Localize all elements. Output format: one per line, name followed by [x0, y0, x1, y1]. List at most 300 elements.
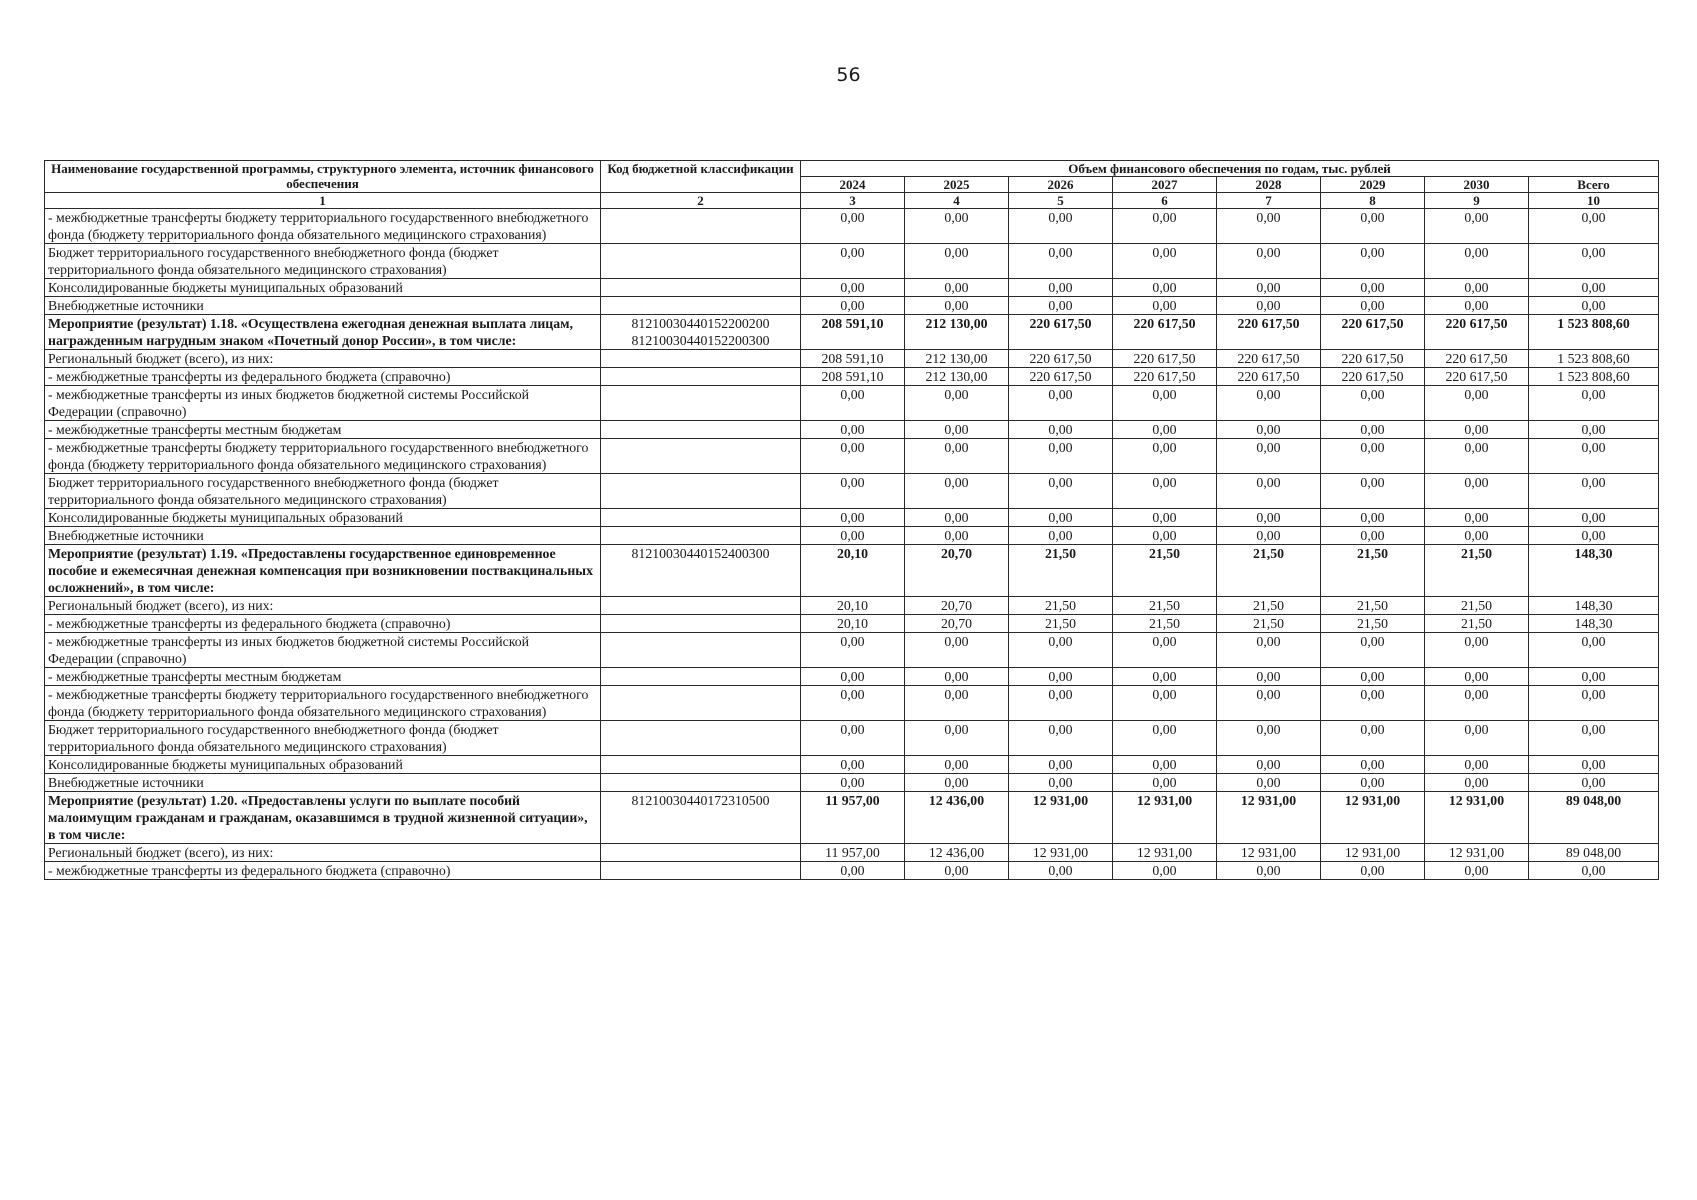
row-value: 220 617,50: [1009, 368, 1113, 386]
row-code: 81210030440172310500: [601, 792, 801, 844]
row-value: 0,00: [1113, 297, 1217, 315]
row-name: Региональный бюджет (всего), из них:: [45, 350, 601, 368]
row-value: 220 617,50: [1425, 368, 1529, 386]
row-code: [601, 368, 801, 386]
column-number: 3: [801, 193, 905, 209]
row-code: [601, 686, 801, 721]
row-name: - межбюджетные трансферты бюджету территориального государственного внебюджетного фонда (бюджету территориального фонда обязательного медицинского страхования): [45, 209, 601, 244]
row-name: - межбюджетные трансферты местным бюджетам: [45, 421, 601, 439]
row-value: 11 957,00: [801, 844, 905, 862]
row-value: 0,00: [1425, 862, 1529, 880]
row-value: 0,00: [1321, 686, 1425, 721]
row-name: Внебюджетные источники: [45, 774, 601, 792]
row-value: 0,00: [905, 509, 1009, 527]
row-code: [601, 297, 801, 315]
table-row: [45, 686, 1659, 721]
row-value: 0,00: [1321, 244, 1425, 279]
row-value: 0,00: [1009, 756, 1113, 774]
row-value: 12 931,00: [1321, 844, 1425, 862]
row-value: 0,00: [1321, 474, 1425, 509]
table-row-event: [45, 545, 1659, 597]
column-number: 5: [1009, 193, 1113, 209]
row-name: Мероприятие (результат) 1.18. «Осуществлена ежегодная денежная выплата лицам, награжденным нагрудным знаком «Почетный донор России», в том числе:: [45, 315, 601, 350]
row-value: 21,50: [1321, 545, 1425, 597]
row-value: 0,00: [1321, 279, 1425, 297]
row-value: 208 591,10: [801, 368, 905, 386]
header-total: Всего: [1529, 177, 1659, 193]
row-value: 0,00: [801, 474, 905, 509]
row-code: [601, 474, 801, 509]
row-value: 0,00: [1425, 386, 1529, 421]
row-value: 220 617,50: [1425, 315, 1529, 350]
row-value: 20,70: [905, 597, 1009, 615]
row-value: 0,00: [1217, 633, 1321, 668]
row-name: Внебюджетные источники: [45, 527, 601, 545]
row-value: 21,50: [1321, 615, 1425, 633]
header-year: 2028: [1217, 177, 1321, 193]
row-value: 21,50: [1009, 597, 1113, 615]
row-value: 20,10: [801, 597, 905, 615]
row-value: 0,00: [1321, 862, 1425, 880]
row-total: 148,30: [1529, 597, 1659, 615]
row-value: 0,00: [1217, 774, 1321, 792]
row-value: 12 931,00: [1113, 792, 1217, 844]
row-value: 0,00: [905, 279, 1009, 297]
header-year: 2026: [1009, 177, 1113, 193]
row-value: 0,00: [1113, 421, 1217, 439]
row-value: 0,00: [1321, 209, 1425, 244]
row-value: 12 931,00: [1217, 844, 1321, 862]
row-code: [601, 844, 801, 862]
column-number: 7: [1217, 193, 1321, 209]
row-value: 0,00: [1321, 421, 1425, 439]
row-name: Консолидированные бюджеты муниципальных образований: [45, 279, 601, 297]
row-value: 21,50: [1009, 615, 1113, 633]
row-name: Внебюджетные источники: [45, 297, 601, 315]
table-row: [45, 421, 1659, 439]
row-value: 220 617,50: [1217, 368, 1321, 386]
row-value: 12 931,00: [1425, 844, 1529, 862]
row-value: 0,00: [1009, 474, 1113, 509]
row-code: [601, 774, 801, 792]
row-value: 12 931,00: [1113, 844, 1217, 862]
row-value: 0,00: [1217, 297, 1321, 315]
row-value: 21,50: [1113, 597, 1217, 615]
row-value: 0,00: [1009, 439, 1113, 474]
row-code: [601, 279, 801, 297]
row-value: 0,00: [1217, 439, 1321, 474]
row-value: 0,00: [1217, 279, 1321, 297]
table-row: [45, 668, 1659, 686]
row-value: 212 130,00: [905, 315, 1009, 350]
row-total: 148,30: [1529, 615, 1659, 633]
row-value: 21,50: [1217, 597, 1321, 615]
header-row-1: [45, 161, 1659, 177]
row-total: 1 523 808,60: [1529, 350, 1659, 368]
row-value: 0,00: [801, 862, 905, 880]
row-value: 0,00: [801, 509, 905, 527]
row-value: 0,00: [1425, 297, 1529, 315]
row-value: 0,00: [905, 297, 1009, 315]
row-value: 21,50: [1113, 545, 1217, 597]
row-value: 0,00: [1321, 509, 1425, 527]
row-value: 0,00: [1425, 509, 1529, 527]
table-row: [45, 615, 1659, 633]
header-volume: Объем финансового обеспечения по годам, тыс. рублей: [801, 161, 1659, 177]
row-value: 0,00: [801, 668, 905, 686]
row-value: 0,00: [1321, 756, 1425, 774]
row-name: - межбюджетные трансферты бюджету территориального государственного внебюджетного фонда (бюджету территориального фонда обязательного медицинского страхования): [45, 439, 601, 474]
row-value: 220 617,50: [1113, 368, 1217, 386]
row-total: 0,00: [1529, 421, 1659, 439]
row-name: - межбюджетные трансферты из иных бюджетов бюджетной системы Российской Федерации (справочно): [45, 633, 601, 668]
row-value: 0,00: [1321, 439, 1425, 474]
row-name: - межбюджетные трансферты из федерального бюджета (справочно): [45, 615, 601, 633]
row-name: Мероприятие (результат) 1.19. «Предоставлены государственное единовременное пособие и ежемесячная денежная компенсация при возникновении поствакцинальных осложнений», в том числе:: [45, 545, 601, 597]
row-total: 0,00: [1529, 209, 1659, 244]
row-value: 0,00: [1113, 774, 1217, 792]
table-row: [45, 721, 1659, 756]
row-value: 20,70: [905, 615, 1009, 633]
row-value: 0,00: [1217, 668, 1321, 686]
row-code: [601, 350, 801, 368]
row-value: 0,00: [801, 386, 905, 421]
row-value: 0,00: [1009, 686, 1113, 721]
row-total: 89 048,00: [1529, 844, 1659, 862]
row-value: 0,00: [801, 686, 905, 721]
row-value: 0,00: [1217, 386, 1321, 421]
row-value: 0,00: [1009, 421, 1113, 439]
budget-table: [44, 160, 1659, 880]
column-number: 2: [601, 193, 801, 209]
row-total: 1 523 808,60: [1529, 315, 1659, 350]
row-value: 21,50: [1217, 545, 1321, 597]
row-value: 0,00: [1113, 279, 1217, 297]
row-total: 0,00: [1529, 509, 1659, 527]
row-total: 0,00: [1529, 668, 1659, 686]
row-value: 0,00: [1009, 527, 1113, 545]
row-code: [601, 721, 801, 756]
row-value: 0,00: [1217, 474, 1321, 509]
row-value: 0,00: [1113, 209, 1217, 244]
row-name: Консолидированные бюджеты муниципальных образований: [45, 509, 601, 527]
row-code: [601, 421, 801, 439]
row-value: 0,00: [1113, 527, 1217, 545]
row-total: 0,00: [1529, 279, 1659, 297]
row-total: 0,00: [1529, 527, 1659, 545]
header-year: 2029: [1321, 177, 1425, 193]
row-value: 0,00: [905, 439, 1009, 474]
row-code: [601, 386, 801, 421]
row-value: 0,00: [801, 297, 905, 315]
row-total: 0,00: [1529, 439, 1659, 474]
row-value: 220 617,50: [1321, 368, 1425, 386]
row-value: 0,00: [1113, 633, 1217, 668]
row-value: 0,00: [1009, 774, 1113, 792]
row-total: 1 523 808,60: [1529, 368, 1659, 386]
row-value: 220 617,50: [1113, 315, 1217, 350]
row-value: 0,00: [1113, 721, 1217, 756]
row-value: 220 617,50: [1425, 350, 1529, 368]
row-value: 0,00: [1113, 668, 1217, 686]
row-value: 0,00: [801, 633, 905, 668]
table-row: [45, 244, 1659, 279]
row-value: 0,00: [905, 756, 1009, 774]
row-value: 0,00: [905, 386, 1009, 421]
table-row: [45, 474, 1659, 509]
row-value: 0,00: [1009, 668, 1113, 686]
row-code: [601, 756, 801, 774]
row-value: 0,00: [801, 439, 905, 474]
row-code: [601, 244, 801, 279]
row-code: [601, 668, 801, 686]
row-value: 208 591,10: [801, 315, 905, 350]
row-name: Региональный бюджет (всего), из них:: [45, 844, 601, 862]
row-value: 0,00: [1113, 386, 1217, 421]
row-code: [601, 633, 801, 668]
row-value: 0,00: [1321, 721, 1425, 756]
row-value: 12 931,00: [1009, 792, 1113, 844]
row-value: 0,00: [801, 421, 905, 439]
row-value: 220 617,50: [1321, 350, 1425, 368]
row-value: 0,00: [1217, 509, 1321, 527]
row-value: 0,00: [1113, 862, 1217, 880]
row-value: 0,00: [905, 474, 1009, 509]
column-number: 10: [1529, 193, 1659, 209]
column-number: 8: [1321, 193, 1425, 209]
column-number: 6: [1113, 193, 1217, 209]
row-value: 220 617,50: [1113, 350, 1217, 368]
row-value: 0,00: [1217, 421, 1321, 439]
row-name: Бюджет территориального государственного внебюджетного фонда (бюджет территориального фонда обязательного медицинского страхования): [45, 474, 601, 509]
row-value: 12 931,00: [1217, 792, 1321, 844]
row-value: 0,00: [1113, 509, 1217, 527]
row-value: 0,00: [1425, 774, 1529, 792]
row-value: 0,00: [1425, 721, 1529, 756]
row-total: 0,00: [1529, 297, 1659, 315]
row-name: - межбюджетные трансферты местным бюджетам: [45, 668, 601, 686]
header-year: 2025: [905, 177, 1009, 193]
row-value: 20,10: [801, 615, 905, 633]
row-name: Консолидированные бюджеты муниципальных образований: [45, 756, 601, 774]
row-total: 0,00: [1529, 633, 1659, 668]
header-row-numbers: [45, 193, 1659, 209]
row-value: 21,50: [1113, 615, 1217, 633]
row-code: [601, 597, 801, 615]
table-row: [45, 209, 1659, 244]
row-name: Бюджет территориального государственного внебюджетного фонда (бюджет территориального фонда обязательного медицинского страхования): [45, 721, 601, 756]
row-value: 12 931,00: [1425, 792, 1529, 844]
row-value: 0,00: [1425, 756, 1529, 774]
row-value: 0,00: [801, 527, 905, 545]
row-value: 0,00: [905, 686, 1009, 721]
row-value: 0,00: [905, 527, 1009, 545]
table-header: [45, 161, 1659, 209]
row-value: 0,00: [801, 279, 905, 297]
row-name: - межбюджетные трансферты из федерального бюджета (справочно): [45, 862, 601, 880]
row-value: 12 436,00: [905, 792, 1009, 844]
row-value: 0,00: [1009, 297, 1113, 315]
row-value: 0,00: [1009, 279, 1113, 297]
row-name: - межбюджетные трансферты из федерального бюджета (справочно): [45, 368, 601, 386]
row-total: 0,00: [1529, 686, 1659, 721]
header-name: Наименование государственной программы, структурного элемента, источник финансового обеспечения: [45, 161, 601, 193]
row-value: 220 617,50: [1321, 315, 1425, 350]
row-value: 0,00: [1425, 633, 1529, 668]
row-value: 0,00: [1009, 244, 1113, 279]
row-value: 0,00: [1321, 386, 1425, 421]
row-value: 11 957,00: [801, 792, 905, 844]
row-value: 20,10: [801, 545, 905, 597]
row-value: 21,50: [1425, 615, 1529, 633]
row-value: 0,00: [1113, 244, 1217, 279]
row-value: 0,00: [1113, 756, 1217, 774]
row-value: 0,00: [905, 721, 1009, 756]
row-value: 0,00: [1321, 527, 1425, 545]
row-value: 0,00: [1425, 421, 1529, 439]
row-value: 0,00: [1113, 686, 1217, 721]
row-value: 212 130,00: [905, 350, 1009, 368]
row-value: 0,00: [801, 244, 905, 279]
row-value: 0,00: [1425, 439, 1529, 474]
table-body: [45, 209, 1659, 880]
row-value: 0,00: [1009, 386, 1113, 421]
row-value: 0,00: [1425, 686, 1529, 721]
table-row: [45, 509, 1659, 527]
row-code: [601, 615, 801, 633]
header-year: 2027: [1113, 177, 1217, 193]
column-number: 9: [1425, 193, 1529, 209]
row-value: 220 617,50: [1217, 350, 1321, 368]
column-number: 4: [905, 193, 1009, 209]
row-value: 0,00: [1009, 862, 1113, 880]
header-code: Код бюджетной классификации: [601, 161, 801, 193]
table-row-event: [45, 315, 1659, 350]
table-row: [45, 756, 1659, 774]
table-row: [45, 774, 1659, 792]
row-value: 0,00: [1217, 686, 1321, 721]
row-value: 0,00: [905, 244, 1009, 279]
row-value: 0,00: [1425, 209, 1529, 244]
row-value: 0,00: [801, 756, 905, 774]
row-value: 0,00: [801, 209, 905, 244]
table-row: [45, 350, 1659, 368]
row-value: 0,00: [1009, 633, 1113, 668]
row-value: 0,00: [1113, 439, 1217, 474]
table-row: [45, 279, 1659, 297]
row-value: 21,50: [1425, 545, 1529, 597]
row-value: 21,50: [1425, 597, 1529, 615]
row-value: 21,50: [1009, 545, 1113, 597]
row-value: 12 436,00: [905, 844, 1009, 862]
row-total: 0,00: [1529, 386, 1659, 421]
table-row: [45, 633, 1659, 668]
row-value: 12 931,00: [1009, 844, 1113, 862]
row-total: 89 048,00: [1529, 792, 1659, 844]
row-value: 0,00: [1425, 244, 1529, 279]
row-total: 148,30: [1529, 545, 1659, 597]
row-value: 12 931,00: [1321, 792, 1425, 844]
row-value: 21,50: [1321, 597, 1425, 615]
row-total: 0,00: [1529, 244, 1659, 279]
row-value: 21,50: [1217, 615, 1321, 633]
row-code: [601, 509, 801, 527]
row-value: 0,00: [1009, 209, 1113, 244]
row-value: 0,00: [1217, 209, 1321, 244]
table-row: [45, 439, 1659, 474]
row-value: 0,00: [1217, 721, 1321, 756]
row-value: 212 130,00: [905, 368, 1009, 386]
row-value: 0,00: [1009, 509, 1113, 527]
row-value: 0,00: [1425, 279, 1529, 297]
table-row: [45, 597, 1659, 615]
row-name: Мероприятие (результат) 1.20. «Предоставлены услуги по выплате пособий малоимущим гражданам и гражданам, оказавшимся в трудной жизненной ситуации», в том числе:: [45, 792, 601, 844]
row-value: 0,00: [905, 668, 1009, 686]
table-row: [45, 527, 1659, 545]
row-value: 0,00: [1425, 527, 1529, 545]
column-number: 1: [45, 193, 601, 209]
row-value: 220 617,50: [1009, 350, 1113, 368]
table-row: [45, 844, 1659, 862]
header-year: 2024: [801, 177, 905, 193]
row-value: 0,00: [1009, 721, 1113, 756]
row-total: 0,00: [1529, 721, 1659, 756]
row-name: - межбюджетные трансферты из иных бюджетов бюджетной системы Российской Федерации (справочно): [45, 386, 601, 421]
row-value: 0,00: [905, 209, 1009, 244]
page-number: 56: [836, 64, 861, 86]
row-value: 0,00: [905, 633, 1009, 668]
row-code: 81210030440152200200 81210030440152200300: [601, 315, 801, 350]
table-row: [45, 297, 1659, 315]
row-value: 220 617,50: [1009, 315, 1113, 350]
row-name: Региональный бюджет (всего), из них:: [45, 597, 601, 615]
row-value: 0,00: [801, 721, 905, 756]
row-value: 0,00: [801, 774, 905, 792]
row-value: 220 617,50: [1217, 315, 1321, 350]
row-total: 0,00: [1529, 474, 1659, 509]
row-code: [601, 439, 801, 474]
row-name: Бюджет территориального государственного внебюджетного фонда (бюджет территориального фонда обязательного медицинского страхования): [45, 244, 601, 279]
row-value: 0,00: [905, 421, 1009, 439]
row-code: [601, 527, 801, 545]
row-value: 0,00: [1113, 474, 1217, 509]
row-total: 0,00: [1529, 756, 1659, 774]
row-value: 0,00: [1425, 474, 1529, 509]
row-value: 0,00: [1217, 244, 1321, 279]
header-year: 2030: [1425, 177, 1529, 193]
row-code: [601, 862, 801, 880]
row-value: 0,00: [1321, 297, 1425, 315]
table-row-event: [45, 792, 1659, 844]
table-row: [45, 386, 1659, 421]
row-code: 81210030440152400300: [601, 545, 801, 597]
row-value: 20,70: [905, 545, 1009, 597]
row-code: [601, 209, 801, 244]
table-row: [45, 862, 1659, 880]
row-value: 0,00: [1425, 668, 1529, 686]
row-value: 0,00: [1321, 633, 1425, 668]
row-value: 0,00: [905, 862, 1009, 880]
row-value: 0,00: [1217, 862, 1321, 880]
row-value: 0,00: [1217, 527, 1321, 545]
row-name: - межбюджетные трансферты бюджету территориального государственного внебюджетного фонда (бюджету территориального фонда обязательного медицинского страхования): [45, 686, 601, 721]
row-value: 0,00: [905, 774, 1009, 792]
row-total: 0,00: [1529, 862, 1659, 880]
row-value: 0,00: [1217, 756, 1321, 774]
row-value: 0,00: [1321, 774, 1425, 792]
row-value: 208 591,10: [801, 350, 905, 368]
row-value: 0,00: [1321, 668, 1425, 686]
